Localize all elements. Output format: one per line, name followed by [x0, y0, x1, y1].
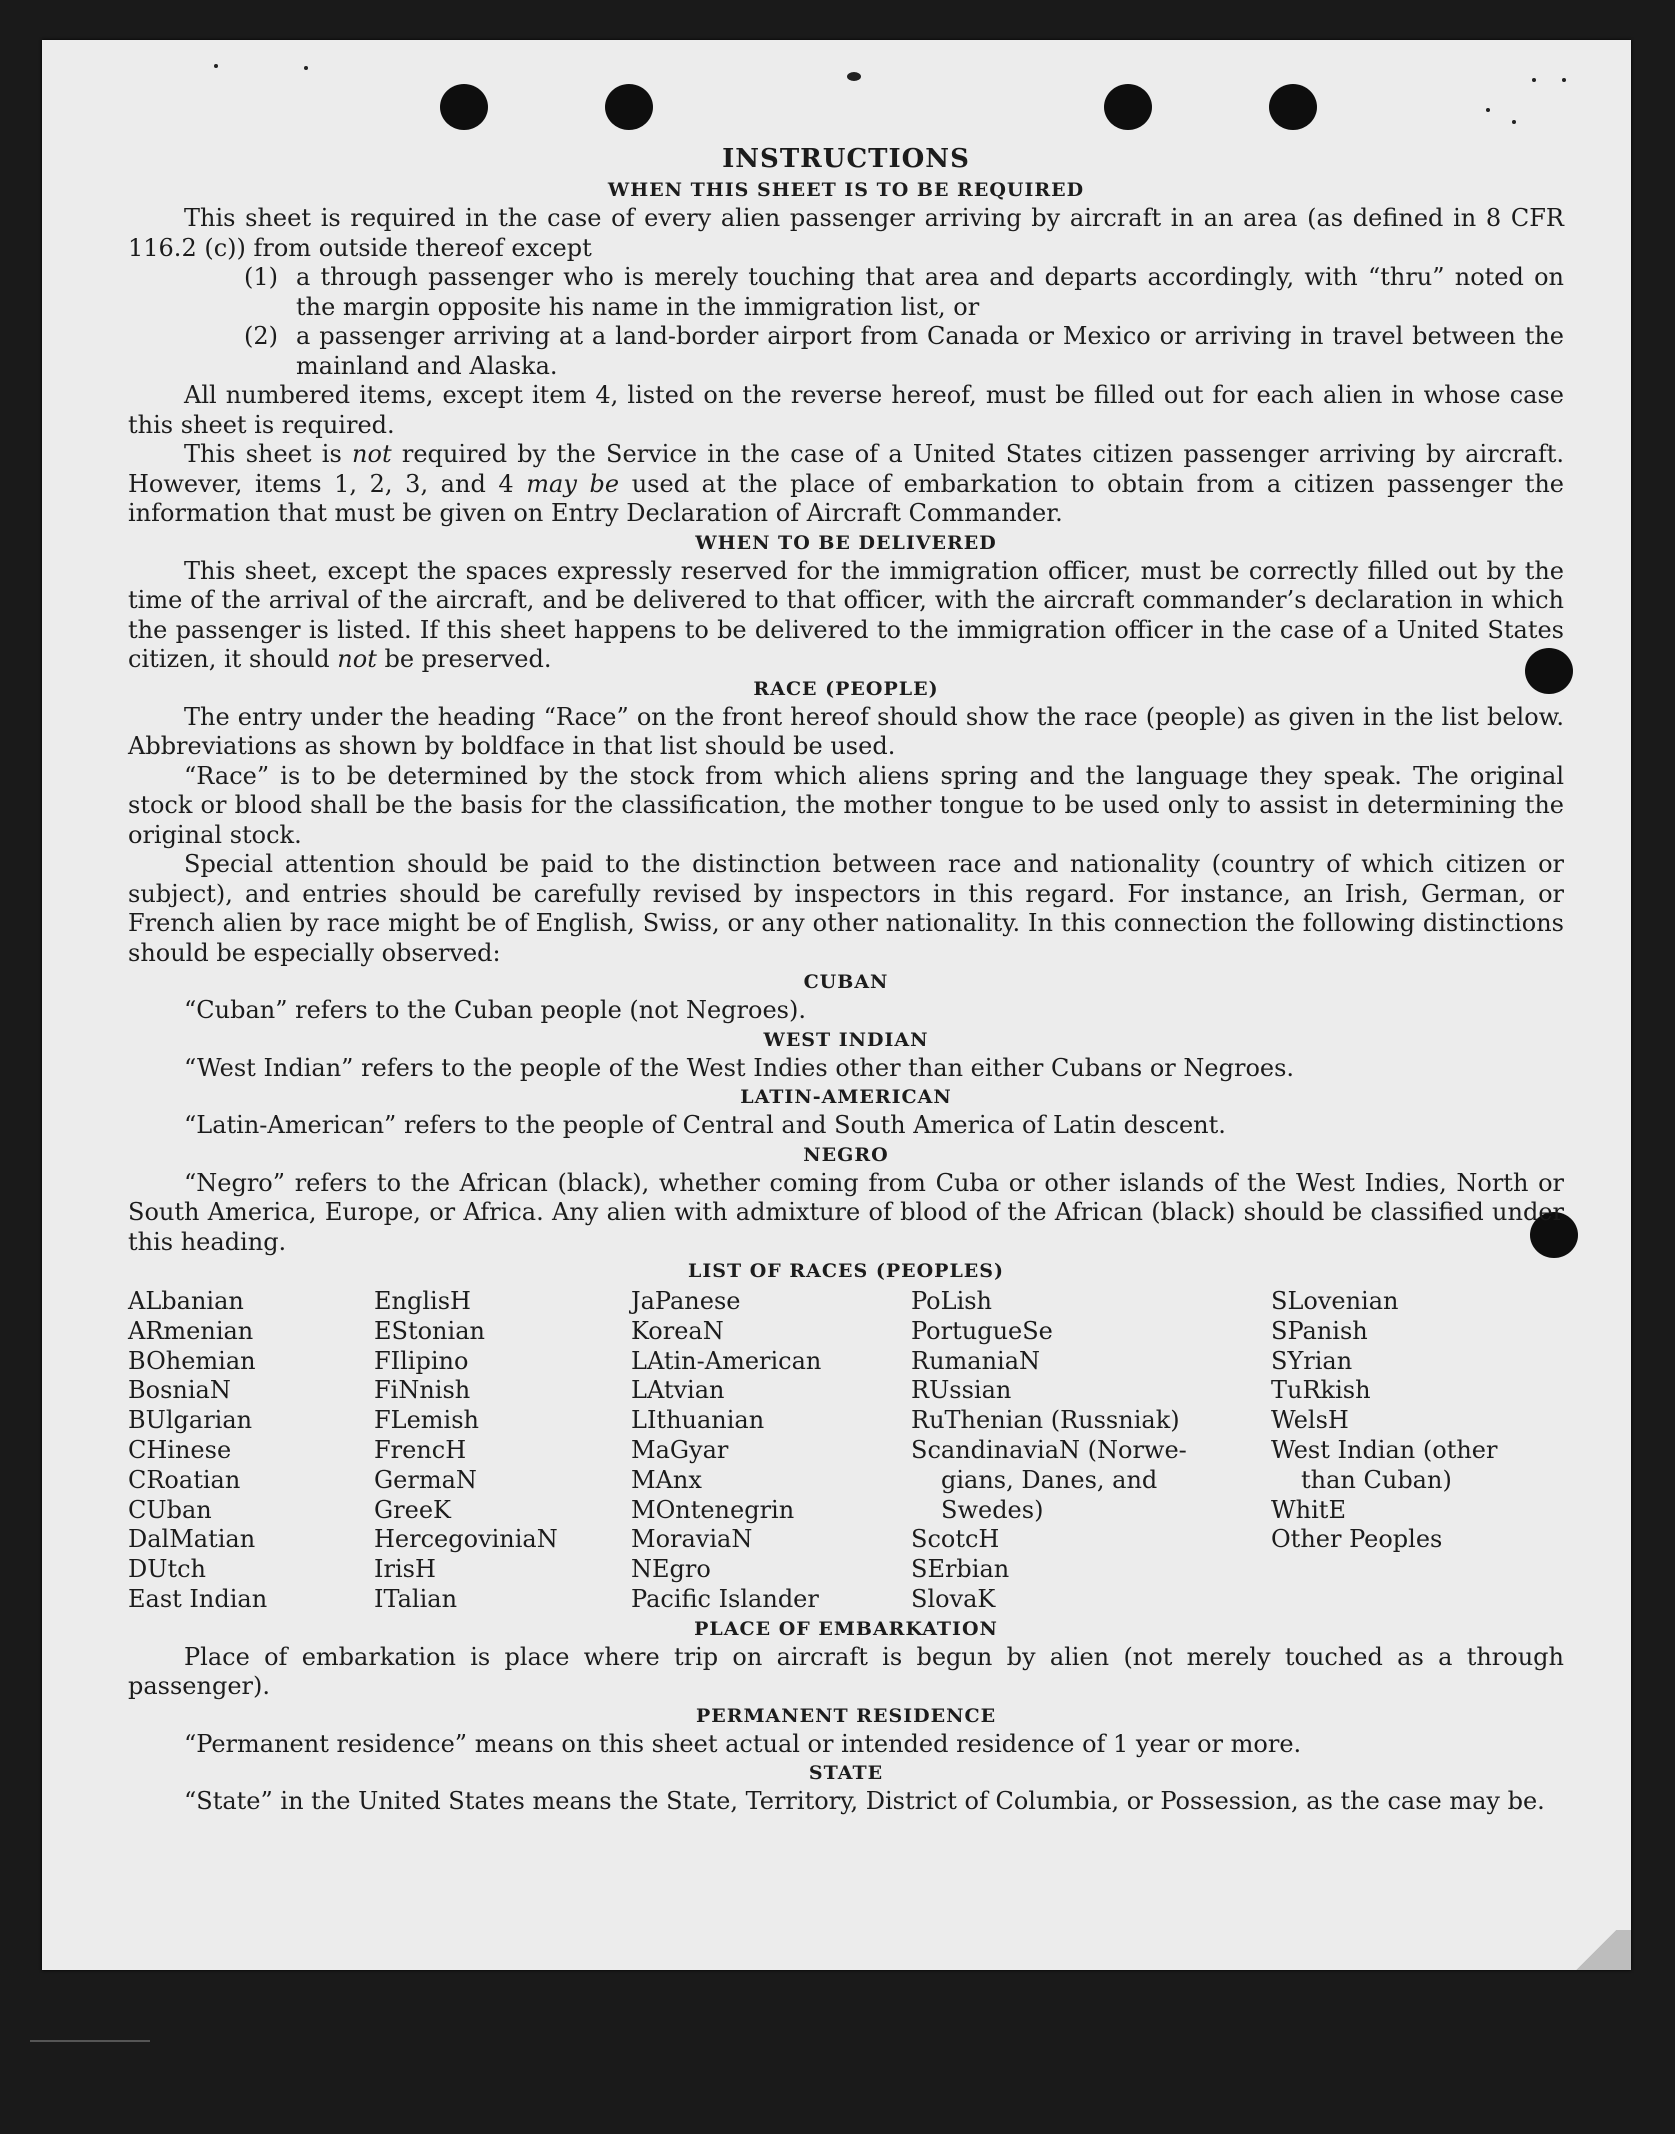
section-heading-cuban: CUBAN — [803, 971, 889, 993]
speck — [1562, 78, 1566, 82]
races-column-5 — [1271, 1287, 1561, 1615]
races-list — [128, 1287, 1564, 1615]
speck — [1486, 108, 1490, 112]
race-paragraph-1: The entry under the heading “Race” on the front hereof should show the race (people) as given in the list below. Abbreviations as shown by boldface in that list should be used. — [128, 702, 1564, 760]
race-entry: FiNnish — [374, 1376, 471, 1405]
race-entry: Swedes) — [941, 1495, 1044, 1524]
race-entry: KoreaN — [631, 1316, 724, 1345]
text-run: This sheet is — [184, 440, 353, 468]
race-entry: LIthuanian — [631, 1406, 765, 1435]
punch-hole — [1104, 84, 1152, 130]
race-entry: NEgro — [631, 1555, 711, 1584]
race-entry: DalMatian — [128, 1525, 256, 1554]
race-entry: HercegoviniaN — [374, 1525, 558, 1554]
race-entry: SErbian — [911, 1555, 1010, 1584]
race-entry: FLemish — [374, 1406, 479, 1435]
scan-edge-mark — [30, 2040, 150, 2042]
race-entry: BosniaN — [128, 1376, 231, 1405]
punch-hole — [605, 84, 653, 130]
race-entry: Other Peoples — [1271, 1525, 1443, 1554]
race-entry: BUlgarian — [128, 1406, 253, 1435]
race-entry: MAnx — [631, 1465, 702, 1494]
punch-hole — [440, 84, 488, 130]
races-column-1 — [128, 1287, 374, 1615]
section-heading-delivered: WHEN TO BE DELIVERED — [695, 531, 997, 554]
page-title: INSTRUCTIONS — [722, 144, 970, 174]
race-entry: ALbanian — [128, 1287, 244, 1315]
races-column-2 — [374, 1287, 631, 1615]
race-entry: SPanish — [1271, 1316, 1368, 1345]
text-run: be preserved. — [376, 645, 552, 673]
section-heading-negro: NEGRO — [803, 1143, 889, 1166]
race-entry: SYrian — [1271, 1346, 1353, 1375]
race-entry: BOhemian — [128, 1346, 256, 1375]
race-entry: MOntenegrin — [631, 1495, 795, 1524]
race-paragraph-3: Special attention should be paid to the distinction between race and nationality (country of which citizen or subject), and entries should be carefully revised by inspectors in this regard. For instance, an Irish, German, or French alien by race might be of English, Swiss, or any other nationality. In this connection the following distinctions should be especially observed: — [128, 850, 1564, 967]
section-heading-required: WHEN THIS SHEET IS TO BE REQUIRED — [607, 179, 1085, 201]
section-heading-embarkation: PLACE OF EMBARKATION — [694, 1617, 998, 1640]
race-entry: gians, Danes, and — [941, 1465, 1158, 1494]
citizen-paragraph — [128, 440, 1564, 529]
section-heading-west-indian: WEST INDIAN — [763, 1028, 929, 1051]
race-entry: PortugueSe — [911, 1316, 1053, 1345]
race-entry: West Indian (other — [1271, 1435, 1498, 1464]
race-entry: TuRkish — [1271, 1376, 1371, 1405]
race-entry: CUban — [128, 1495, 212, 1524]
race-entry: East Indian — [128, 1584, 268, 1613]
race-entry: GermaN — [374, 1465, 477, 1494]
exception-item-2 — [244, 322, 1564, 381]
race-entry: Pacific Islander — [631, 1584, 819, 1613]
race-entry: ITalian — [374, 1584, 458, 1613]
item-text: a through passenger who is merely touching that area and departs accordingly, with “thru” noted on the margin opposite his name in the immigration list, or — [296, 263, 1564, 321]
west-indian-text: “West Indian” refers to the people of the West Indies other than either Cubans or Negroes. — [184, 1053, 1295, 1082]
race-entry: LAtin-American — [631, 1346, 822, 1375]
section-heading-latin-american: LATIN-AMERICAN — [740, 1086, 952, 1108]
race-entry: JaPanese — [631, 1287, 741, 1315]
race-entry: ScotcH — [911, 1525, 1000, 1554]
race-entry: RUssian — [911, 1376, 1012, 1405]
state-text: “State” in the United States means the State, Territory, District of Columbia, or Possession, as the case may be. — [184, 1787, 1545, 1816]
race-entry: MaGyar — [631, 1435, 729, 1464]
race-entry: CRoatian — [128, 1465, 241, 1494]
section-heading-state: STATE — [808, 1762, 884, 1785]
numbered-items-paragraph: All numbered items, except item 4, listed on the reverse hereof, must be filled out for each alien in whose case this sheet is required. — [128, 381, 1564, 439]
race-entry: DUtch — [128, 1555, 207, 1584]
latin-american-text: “Latin-American” refers to the people of Central and South America of Latin descent. — [184, 1111, 1226, 1139]
section-heading-races-list: LIST OF RACES (PEOPLES) — [688, 1260, 1004, 1282]
required-intro: This sheet is required in the case of every alien passenger arriving by aircraft in an area (as defined in 8 CFR 116.2 (c)) from outside thereof except — [128, 204, 1564, 262]
document-sheet — [42, 40, 1631, 1970]
negro-text: “Negro” refers to the African (black), whether coming from Cuba or other islands of the West Indies, North or South America, Europe, or Africa. Any alien with admixture of blood of the African (black) should be classified under this heading. — [128, 1168, 1564, 1256]
embarkation-text: Place of embarkation is place where trip on aircraft is begun by alien (not merely touched as a through passenger). — [128, 1642, 1564, 1701]
race-entry: MoraviaN — [631, 1525, 753, 1554]
race-entry: PoLish — [911, 1287, 993, 1315]
race-entry: LAtvian — [631, 1376, 725, 1405]
race-paragraph-2: “Race” is to be determined by the stock from which aliens spring and the language they speak. The original stock or blood shall be the basis for the classification, the mother tongue to be used only to assist in determining the original stock. — [128, 761, 1564, 849]
race-entry: WelsH — [1271, 1406, 1349, 1435]
speck — [214, 64, 218, 68]
emphasis-may-be: may be — [526, 469, 620, 498]
speck — [1512, 120, 1516, 124]
race-entry: IrisH — [374, 1555, 436, 1584]
text-run: This sheet, except the spaces expressly reserved for the immigration officer, must be correctly filled out by the time of the arrival of the aircraft, and be delivered to that officer, with the aircraft commander’s declaration in which the passenger is listed. If this sheet happens to be delivered to the immigration officer in the case of a United States citizen, it should — [128, 556, 1564, 673]
race-entry: EStonian — [374, 1316, 485, 1345]
races-column-3 — [631, 1287, 911, 1615]
instructions-content — [128, 142, 1564, 1817]
item-text: a passenger arriving at a land-border airport from Canada or Mexico or arriving in travel between the mainland and Alaska. — [296, 322, 1564, 380]
speck — [304, 66, 308, 70]
emphasis-not: not — [352, 440, 392, 468]
race-entry: FIlipino — [374, 1346, 469, 1375]
race-entry: EnglisH — [374, 1287, 471, 1315]
race-entry: SlovaK — [911, 1584, 996, 1613]
race-entry: WhitE — [1271, 1495, 1346, 1524]
text-run: used at the place of embarkation to obtain from a citizen passenger the information that must be given on Entry Declaration of Aircraft Commander. — [128, 469, 1565, 527]
speck — [847, 72, 861, 81]
speck — [1532, 78, 1536, 82]
item-number: (1) — [244, 263, 278, 291]
race-entry: than Cuban) — [1301, 1465, 1452, 1494]
delivered-paragraph — [128, 557, 1564, 675]
section-heading-residence: PERMANENT RESIDENCE — [695, 1704, 997, 1727]
item-number: (2) — [244, 322, 278, 350]
race-entry: CHinese — [128, 1435, 232, 1464]
text-run: required by the Service in the case of a United States citizen passenger arriving by aircraft. However, items 1, 2, 3, and 4 — [128, 440, 1564, 498]
races-column-4 — [911, 1287, 1271, 1615]
cuban-text: “Cuban” refers to the Cuban people (not Negroes). — [184, 996, 806, 1024]
section-heading-race: RACE (PEOPLE) — [753, 677, 939, 700]
residence-text: “Permanent residence” means on this sheet actual or intended residence of 1 year or more. — [184, 1729, 1302, 1758]
punch-hole — [1269, 84, 1317, 130]
emphasis-not: not — [337, 645, 377, 673]
race-entry: RumaniaN — [911, 1346, 1041, 1375]
race-entry: SLovenian — [1271, 1287, 1399, 1315]
race-entry: ARmenian — [128, 1316, 254, 1345]
exception-item-1 — [244, 263, 1564, 322]
race-entry: ScandinaviaN (Norwe- — [911, 1435, 1187, 1464]
race-entry: GreeK — [374, 1495, 451, 1524]
race-entry: FrencH — [374, 1435, 467, 1464]
race-entry: RuThenian (Russniak) — [911, 1406, 1180, 1435]
